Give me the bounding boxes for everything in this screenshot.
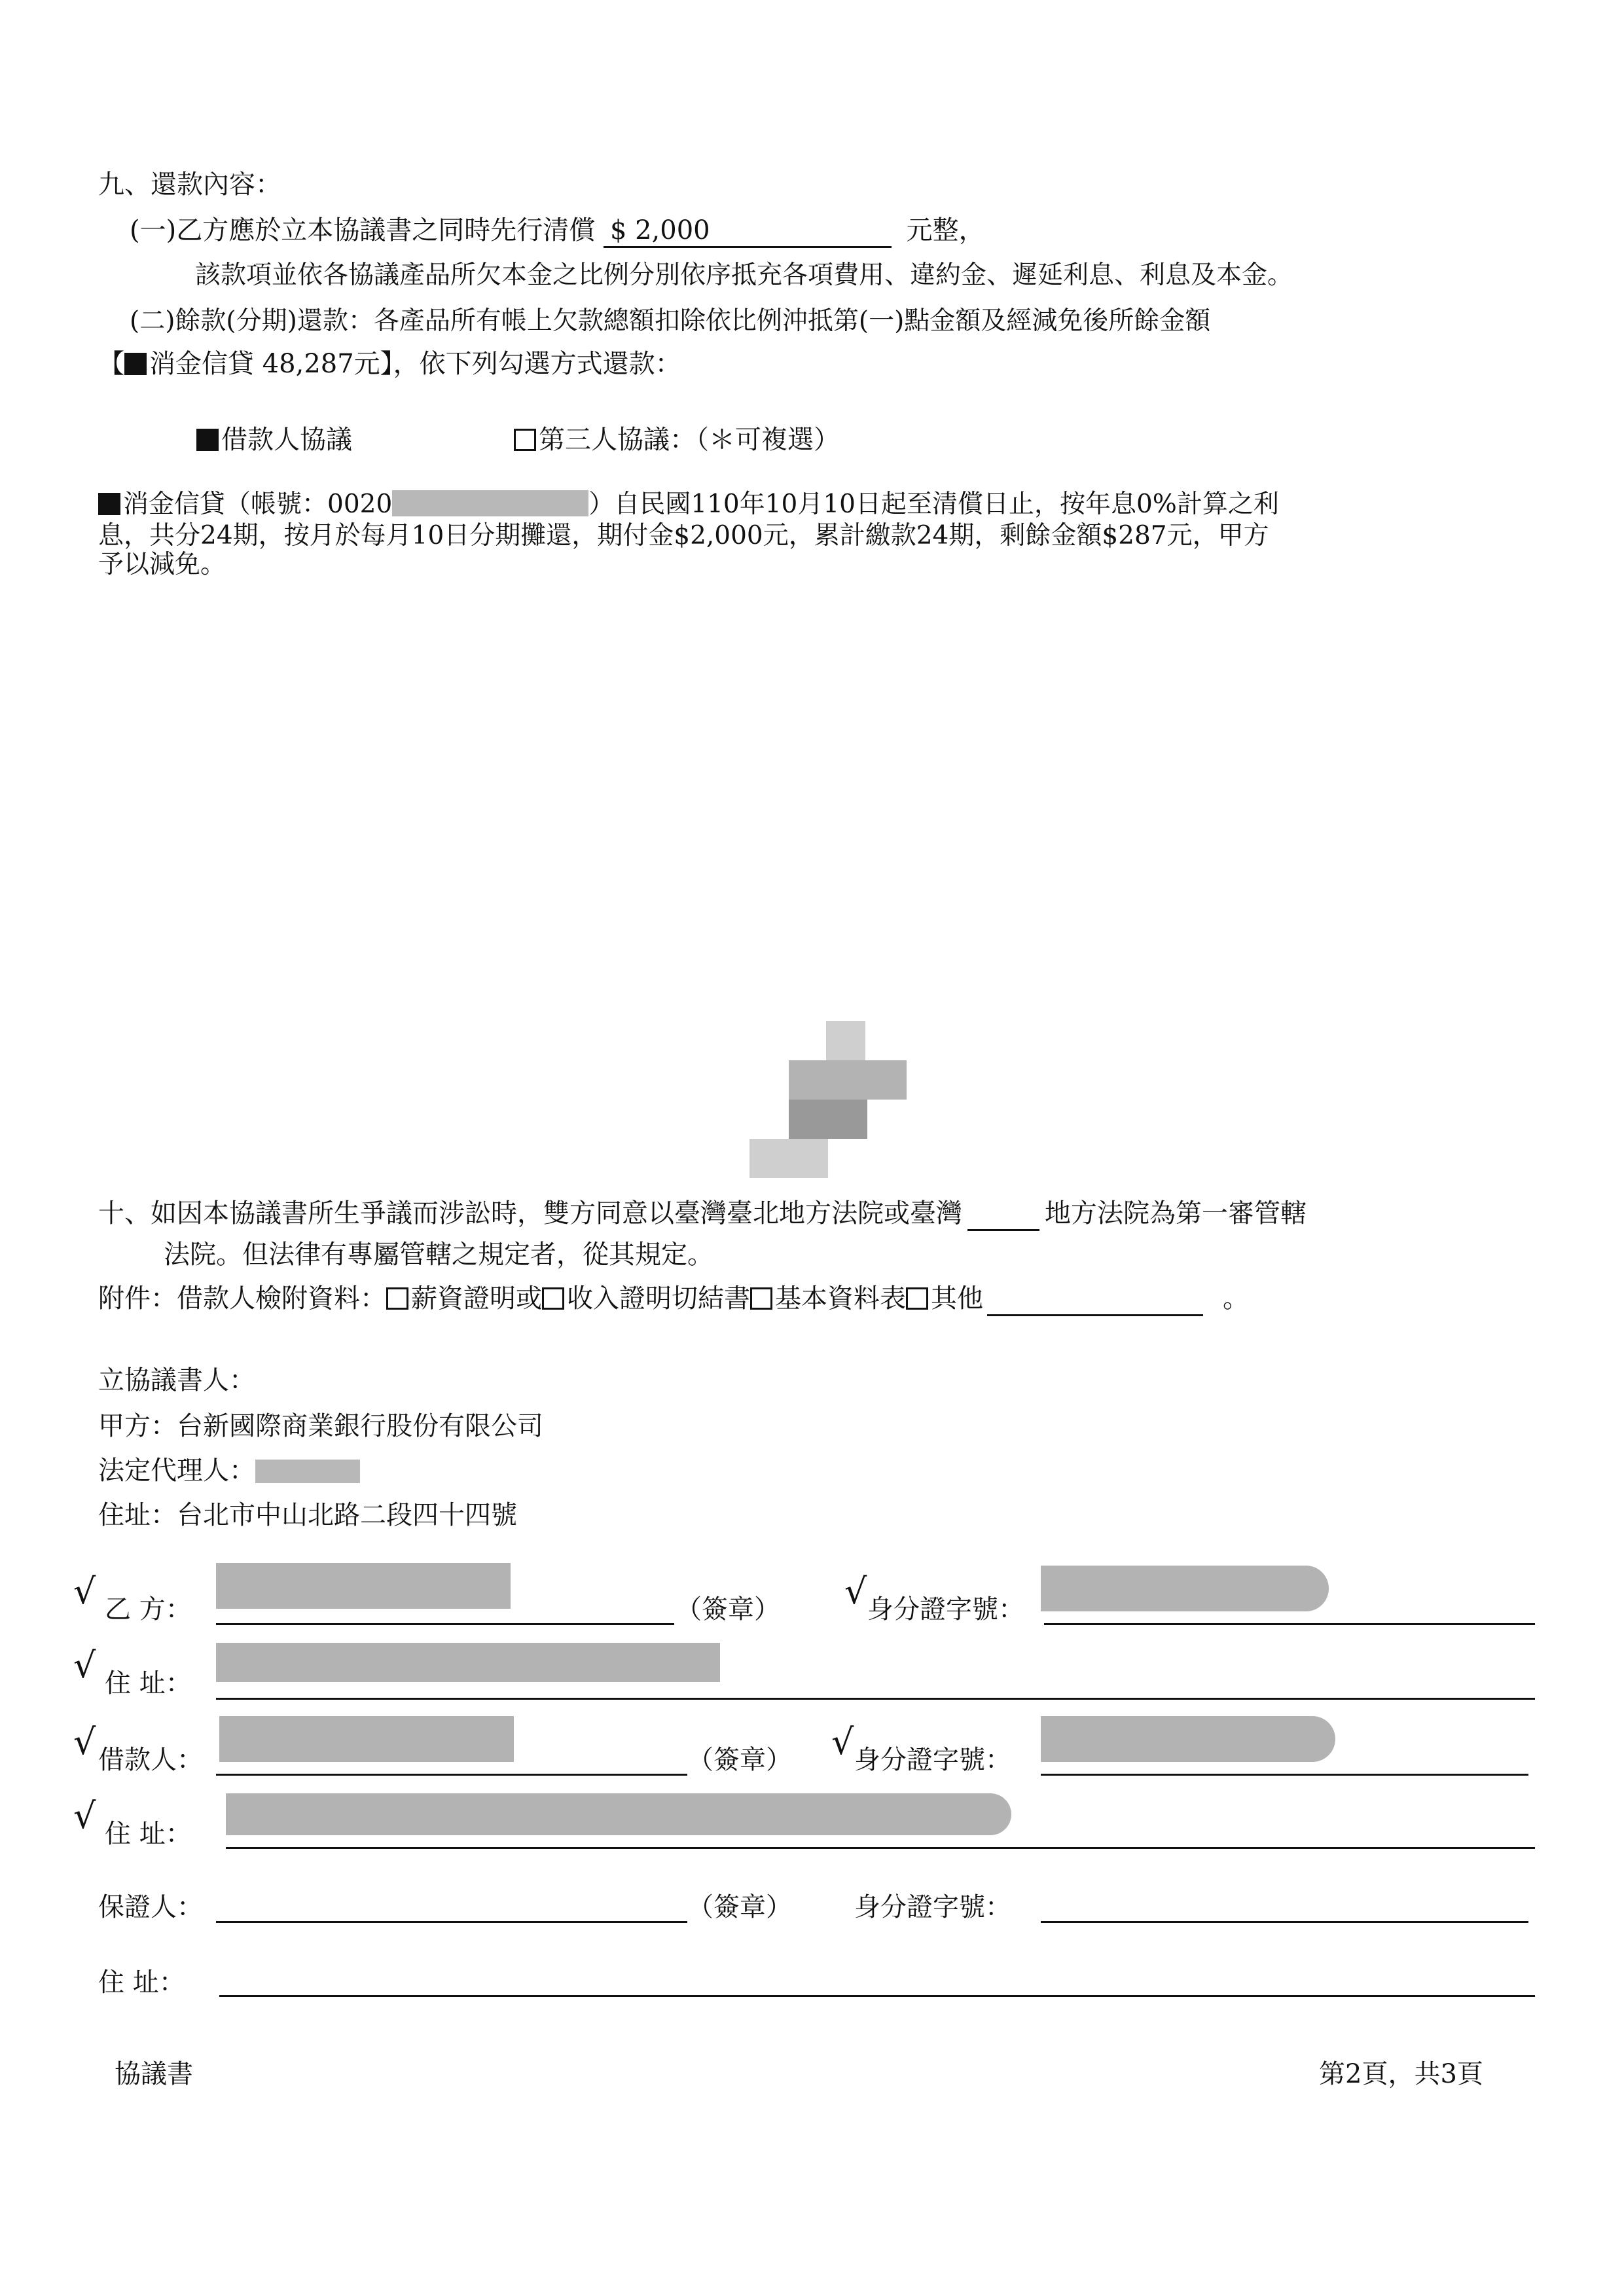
checkbox-loan-account[interactable] (98, 493, 120, 515)
checkbox-income-affidavit[interactable] (542, 1287, 564, 1310)
party-b-address-label: 住 址： (105, 1668, 192, 1698)
party-a: 甲方：台新國際商業銀行股份有限公司 (98, 1411, 543, 1441)
option-third-party: 第三人協議：（＊可複選） (514, 424, 840, 456)
option-borrower: 借款人協議 (196, 424, 352, 456)
redacted-borrower-address (226, 1793, 1011, 1835)
footer-page-number: 第2頁，共3頁 (1319, 2059, 1483, 2089)
item2-line1: (二)餘款(分期)還款：各產品所有帳上欠款總額扣除依比例沖抵第(一)點金額及經減免後所餘金額 (130, 306, 1211, 336)
borrower-address-line[interactable] (226, 1847, 1535, 1849)
checkbox-third-party-agreement[interactable] (514, 429, 536, 451)
guarantor-id-label: 身分證字號： (854, 1892, 1011, 1922)
item1-suffix: 元整， (906, 215, 985, 245)
borrower-id-label: 身分證字號： (854, 1745, 1011, 1775)
borrower-line[interactable] (216, 1774, 687, 1776)
party-b-label: 乙 方： (105, 1594, 192, 1624)
legal-rep: 法定代理人： (98, 1455, 360, 1486)
guarantor-id-line[interactable] (1041, 1921, 1528, 1923)
product-consumer-loan: 消金信貸 48,287元 (149, 349, 380, 379)
loan-line3: 予以減免。 (98, 550, 226, 579)
item2-line2: 【 消金信貸 48,287元】，依下列勾選方式還款： (98, 349, 681, 379)
redacted-account (392, 490, 588, 516)
blurred-seal-2 (789, 1060, 907, 1100)
redacted-party-b (216, 1563, 511, 1609)
check-mark-borrower-address: √ (73, 1795, 96, 1837)
item1-prefix: (一)乙方應於立本協議書之同時先行清償 (130, 215, 596, 245)
checkbox-borrower-agreement[interactable] (196, 429, 219, 451)
borrower-id-line[interactable] (1041, 1774, 1528, 1776)
redacted-rep-name (255, 1460, 360, 1483)
loan-line2: 息，共分24期，按月於每月10日分期攤還，期付金$2,000元，累計繳款24期，剩餘金額$287元，甲方 (98, 521, 1269, 550)
redacted-borrower-id (1041, 1716, 1335, 1762)
check-mark-borrower: √ (73, 1721, 96, 1763)
loan-line1: 消金信貸（帳號：0020 ）自民國110年10月10日起至清償日止，按年息0%計算之利 (98, 490, 1279, 520)
redacted-party-b-id (1041, 1566, 1329, 1611)
check-mark-party-b-id: √ (844, 1571, 867, 1612)
section9-heading: 九、還款內容： (98, 170, 281, 200)
party-a-address: 住址：台北市中山北路二段四十四號 (98, 1500, 517, 1530)
item1-amount: $ 2,000 (604, 215, 892, 248)
guarantor-label: 保證人： (98, 1892, 203, 1922)
borrower-seal: （簽章） (687, 1745, 792, 1775)
check-mark-borrower-id: √ (831, 1721, 854, 1763)
checkbox-other[interactable] (906, 1287, 928, 1310)
blurred-seal-4 (749, 1139, 828, 1178)
guarantor-address-label: 住 址： (98, 1967, 185, 1998)
attachments: 附件：借款人檢附資料： 薪資證明或 收入證明切結書 基本資料表 其他 。 (98, 1283, 1249, 1316)
item1-detail: 該款項並依各協議產品所欠本金之比例分別依序抵充各項費用、違約金、遲延利息、利息及本金。 (195, 260, 1293, 290)
party-b-seal: （簽章） (676, 1594, 780, 1624)
footer-doc-name: 協議書 (115, 2059, 193, 2089)
guarantor-line[interactable] (216, 1921, 687, 1923)
guarantor-address-line[interactable] (219, 1995, 1535, 1997)
checkbox-basic-info[interactable] (750, 1287, 772, 1310)
party-b-line[interactable] (216, 1623, 674, 1625)
section9-item1 (130, 215, 985, 248)
section10-line1: 十、如因本協議書所生爭議而涉訟時，雙方同意以臺灣臺北地方法院或臺灣 地方法院為第一審管轄 (98, 1198, 1307, 1231)
party-b-id-label: 身分證字號： (867, 1594, 1024, 1624)
checkbox-consumer-loan[interactable] (124, 353, 147, 375)
blurred-seal-3 (789, 1100, 867, 1139)
party-b-address-line[interactable] (216, 1698, 1535, 1700)
blurred-seal (826, 1021, 865, 1060)
guarantor-seal: （簽章） (687, 1892, 792, 1922)
redacted-borrower (219, 1716, 514, 1762)
redacted-party-b-address (216, 1643, 720, 1682)
checkbox-salary-proof[interactable] (386, 1287, 408, 1310)
check-mark-party-b: √ (73, 1571, 96, 1612)
section10-line2: 法院。但法律有專屬管轄之規定者，從其規定。 (164, 1240, 713, 1270)
signatories-heading: 立協議書人： (98, 1365, 255, 1395)
court-blank[interactable] (967, 1198, 1039, 1231)
other-blank[interactable] (987, 1283, 1203, 1316)
borrower-label: 借款人： (98, 1745, 203, 1775)
borrower-address-label: 住 址： (105, 1819, 192, 1849)
party-b-id-line[interactable] (1044, 1623, 1535, 1625)
check-mark-party-b-address: √ (73, 1645, 96, 1686)
